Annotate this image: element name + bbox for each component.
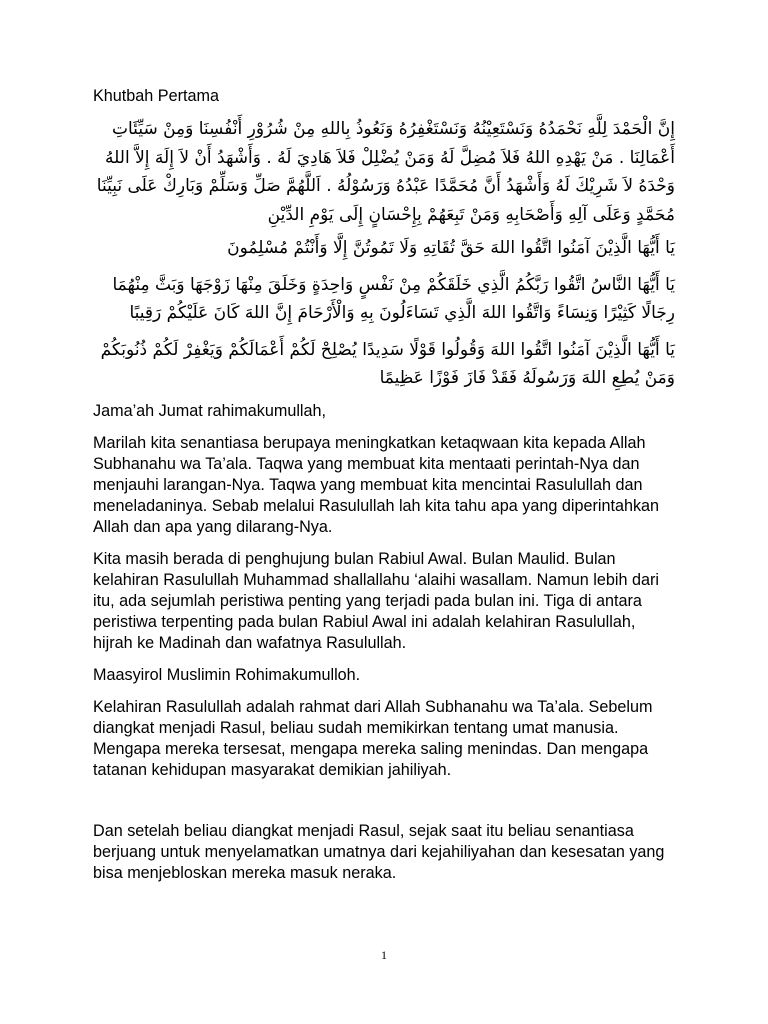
page-content [93,86,675,895]
birth-paragraph: Kelahiran Rasulullah adalah rahmat dari Allah Subhanahu wa Ta’ala. Sebelum diangkat menjadi Rasul, beliau sudah memikirkan tentang umat manusia. Mengapa mereka tersesat, mengapa mereka saling menindas. Dan mengapa tatanan kehidupan masyarakat demikian jahiliyah. [93,698,653,779]
arabic-verse-an-nisa: يَا أَيُّهَا النَّاسُ اتَّقُوا رَبَّكُمُ الَّذِي خَلَقَكُمْ مِنْ نَفْسٍ وَاحِدَةٍ وَخَلَقَ مِنْهَا زَوْجَهَا وَبَثَّ مِنْهُمَا رِجَالًا كَثِيْرًا وَنِسَاءً وَاتَّقُوا اللهَ الَّذِي تَسَاءَلُونَ بِهِ وَالْأَرْحَامَ إِنَّ اللهَ كَانَ عَلَيْكُمْ رَقِيبًا [112,275,675,323]
rabiul-awal-paragraph: Kita masih berada di penghujung bulan Rabiul Awal. Bulan Maulid. Bulan kelahiran Rasulullah Muhammad shallallahu ‘alaihi wasallam. Namun lebih dari itu, ada sejumlah peristiwa penting yang terjadi pada bulan ini. Tiga di antara peristiwa terpenting pada bulan Rabiul Awal ini adalah kelahiran Rasulullah, hijrah ke Madinah dan wafatnya Rasulullah. [93,550,659,652]
struggle-paragraph: Dan setelah beliau diangkat menjadi Rasul, sejak saat itu beliau senantiasa berjuang untuk menyelamatkan umatnya dari kejahiliyahan dan kesesatan yang bisa menjebloskan mereka masuk neraka. [93,822,665,882]
page-number: 1 [381,948,387,962]
arabic-verse-al-ahzab: يَا أَيُّهَا الَّذِيْنَ آمَنُوا اتَّقُوا اللهَ وَقُولُوا قَوْلًا سَدِيدًا يُصْلِحْ لَكُمْ أَعْمَالَكُمْ وَيَغْفِرْ لَكُمْ ذُنُوبَكُمْ وَمَنْ يُطِعِ اللهَ وَرَسُولَهُ فَقَدْ فَازَ فَوْزًا عَظِيمًا [100,340,675,388]
greeting-paragraph: Jama’ah Jumat rahimakumullah, [93,402,327,420]
taqwa-paragraph: Marilah kita senantiasa berupaya meningkatkan ketaqwaan kita kepada Allah Subhanahu wa Ta’ala. Taqwa yang membuat kita mentaati perintah-Nya dan menjauhi larangan-Nya. Taqwa yang membuat kita mencintai Rasulullah dan meneladaninya. Sebab melalui Rasulullah lah kita tahu apa yang diperintahkan Allah dan apa yang dilarang-Nya. [93,434,660,536]
khutbah-heading: Khutbah Pertama [93,87,219,105]
address-paragraph: Maasyirol Muslimin Rohimakumulloh. [93,666,361,684]
arabic-opening-prayer: إِنَّ الْحَمْدَ لِلَّهِ نَحْمَدُهُ وَنَسْتَعِيْنُهُ وَنَسْتَغْفِرُهُ وَنَعُوذُ بِاللهِ مِنْ شُرُوْرِ أَنْفُسِنَا وَمِنْ سَيِّئَاتِ أَعْمَالِنَا . مَنْ يَهْدِهِ اللهُ فَلاَ مُضِلَّ لَهُ وَمَنْ يُضْلِلْ فَلاَ هَادِيَ لَهُ . وَأَشْهَدُ أَنْ لاَ إِلَهَ إِلاَّ اللهُ وَحْدَهُ لاَ شَرِيْكَ لَهُ وَأَشْهَدُ أَنَّ مُحَمَّدًا عَبْدُهُ وَرَسُوْلُهُ . اَللَّهُمَّ صَلِّ وَسَلِّمْ وَبَارِكْ عَلَى نَبِيِّنَا مُحَمَّدٍ وَعَلَى آلِهِ وَأَصْحَابِهِ وَمَنْ تَبِعَهُمْ بِإِحْسَانٍ إِلَى يَوْمِ الدِّيْنِ [96,119,675,225]
arabic-verse-ali-imran: يَا أَيُّهَا الَّذِيْنَ آمَنُوا اتَّقُوا اللهَ حَقَّ تُقَاتِهِ وَلَا تَمُوتُنَّ إِلَّا وَأَنْتُمْ مُسْلِمُونَ [227,238,675,258]
